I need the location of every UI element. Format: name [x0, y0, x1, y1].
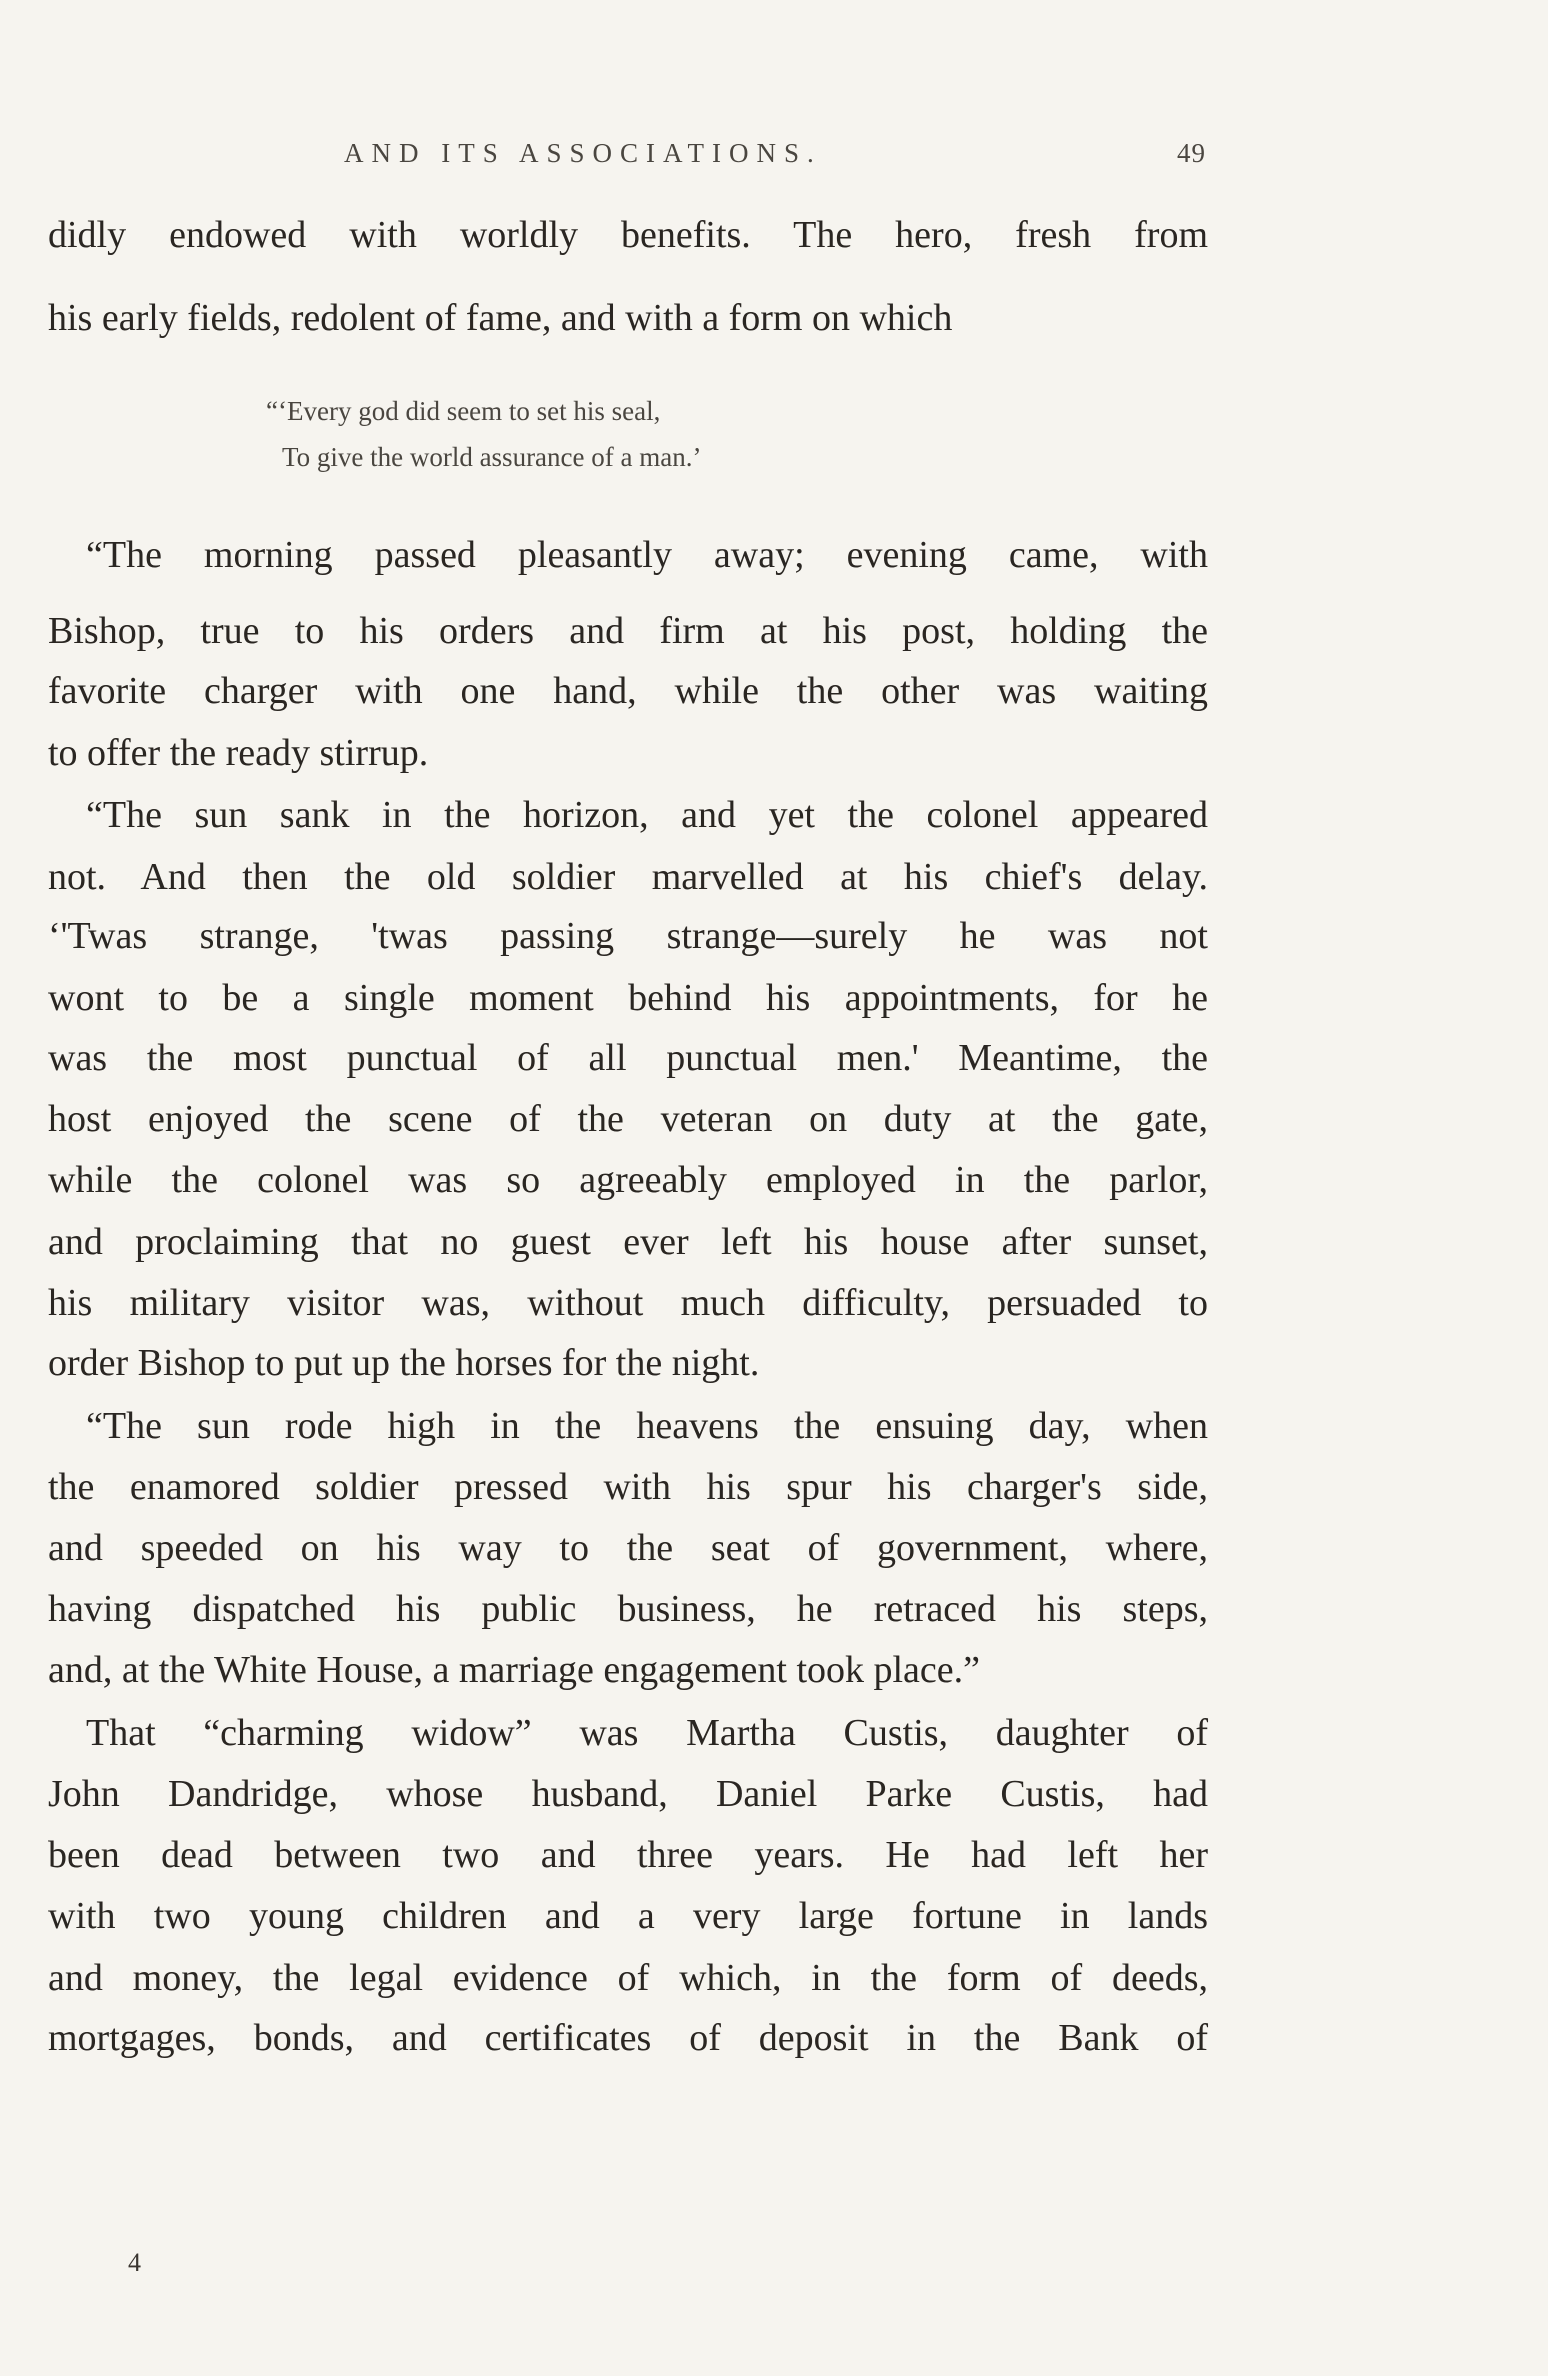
text-line: and, at the White House, a marriage engagement took place.” — [48, 1649, 981, 1691]
signature-mark: 4 — [128, 2248, 141, 2277]
running-head — [344, 138, 1206, 178]
text-line: to offer the ready stirrup. — [48, 732, 429, 774]
text-line: been dead between two and three years. He had left her — [48, 1834, 1208, 1876]
text-line: “The sun sank in the horizon, and yet the colonel appeared — [86, 794, 1208, 836]
text-line: host enjoyed the scene of the veteran on duty at the gate, — [48, 1098, 1208, 1140]
text-line: with two young children and a very large fortune in lands — [48, 1895, 1208, 1937]
text-line: favorite charger with one hand, while the other was waiting — [48, 670, 1208, 712]
verse-line: To give the world assurance of a man.’ — [282, 442, 702, 472]
text-line: and money, the legal evidence of which, in the form of deeds, — [48, 1957, 1208, 1999]
text-line: the enamored soldier pressed with his spur his charger's side, — [48, 1466, 1208, 1508]
text-line: ‘'Twas strange, 'twas passing strange—surely he was not — [48, 915, 1208, 957]
text-line: and speeded on his way to the seat of government, where, — [48, 1527, 1208, 1569]
text-line: wont to be a single moment behind his appointments, for he — [48, 977, 1208, 1019]
text-line: mortgages, bonds, and certificates of deposit in the Bank of — [48, 2017, 1208, 2059]
text-line: was the most punctual of all punctual men.' Meantime, the — [48, 1037, 1208, 1079]
text-line: not. And then the old soldier marvelled at his chief's delay. — [48, 856, 1208, 898]
text-line: order Bishop to put up the horses for the night. — [48, 1342, 760, 1384]
text-line: Bishop, true to his orders and firm at his post, holding the — [48, 610, 1208, 652]
text-line: “The sun rode high in the heavens the ensuing day, when — [86, 1405, 1208, 1447]
text-line: That “charming widow” was Martha Custis, daughter of — [86, 1712, 1208, 1754]
text-line: his early fields, redolent of fame, and with a form on which — [48, 297, 953, 339]
text-line: “The morning passed pleasantly away; evening came, with — [86, 534, 1208, 576]
verse-line: “‘Every god did seem to set his seal, — [266, 396, 661, 426]
text-line: and proclaiming that no guest ever left his house after sunset, — [48, 1221, 1208, 1263]
running-head-title: AND ITS ASSOCIATIONS. — [344, 138, 822, 168]
text-line: didly endowed with worldly benefits. The hero, fresh from — [48, 214, 1208, 256]
text-line: his military visitor was, without much difficulty, persuaded to — [48, 1282, 1208, 1324]
text-line: while the colonel was so agreeably employed in the parlor, — [48, 1159, 1208, 1201]
text-line: John Dandridge, whose husband, Daniel Parke Custis, had — [48, 1773, 1208, 1815]
text-line: having dispatched his public business, he retraced his steps, — [48, 1588, 1208, 1630]
page-number: 49 — [1177, 138, 1206, 168]
